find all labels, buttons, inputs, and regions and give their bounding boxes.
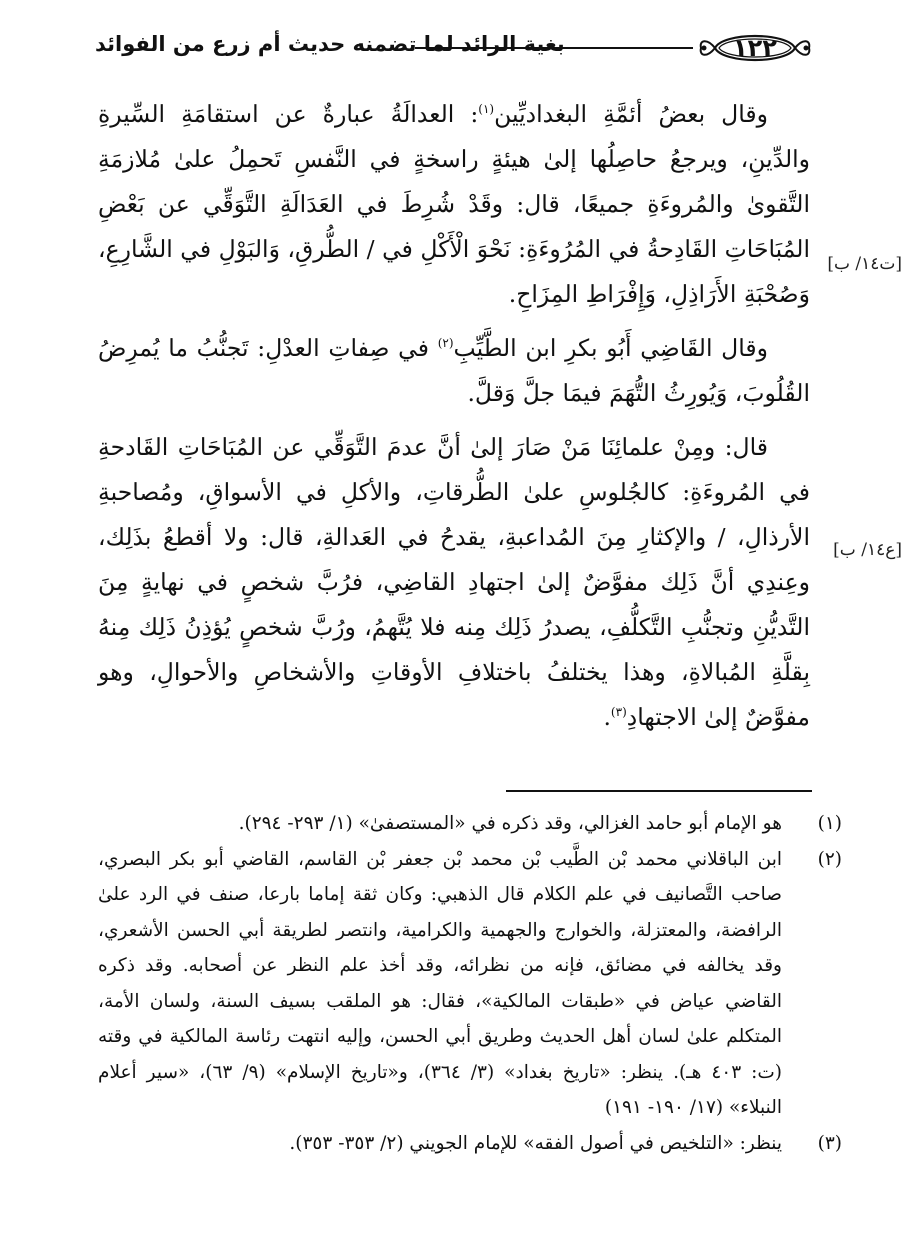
paragraph: [98, 92, 810, 317]
marginal-note: [ت١٤/ ب]: [827, 254, 902, 274]
footnote: [98, 806, 842, 842]
footnote-ref[interactable]: (٢): [437, 336, 454, 351]
paragraph-text: وقال القَاضِي أَبُو بكرِ ابن الطَّيِّبِ: [453, 334, 768, 362]
footnote: [98, 842, 842, 1126]
footnote: [98, 1126, 842, 1162]
paragraph-text: في صِفاتِ العدْلِ: تَجنُّبُ ما يُمرِضُ القُلُوبَ، وَيُورِثُ التُّهَمَ فيمَا جلَّ وَقلَّ.: [98, 334, 810, 407]
main-text: [98, 92, 810, 749]
footnote-number: (٢): [817, 848, 842, 870]
footnotes: [98, 806, 842, 1161]
page-header: [95, 26, 815, 70]
paragraph-text: : العدالَةُ عبارةٌ عن استقامَةِ السِّيرةِ والدِّينِ، ويرجعُ حاصِلُها إلىٰ هيئةٍ راسخةٍ في النَّفسِ تَحمِلُ علىٰ مُلازمَةِ التَّقوىٰ والمُروءَةِ جميعًا، قال: وقَدْ شُرِطَ في العَدَالَةِ التَّوَقِّي عن بَعْضِ المُبَاحَاتِ القَادِحةُ في المُرُوءَةِ: نَحْوَ الْأَكْلِ في / الطُّرقِ، وَالبَوْلِ في الشَّارِعِ، وَصُحْبَةِ الأَرَاذِلِ، وَإِفْرَاطِ المِزَاحِ.: [98, 100, 810, 308]
footnote-number: (١): [817, 813, 842, 834]
footnote-text: ابن الباقلاني محمد بْن الطَّيب بْن محمد بْن جعفر بْن القاسم، القاضي أبو بكر البصري، صاحب التَّصانيف في علم الكلام قال الذهبي: وكان ثقة إماما بارعا، صنف في الرد علىٰ الرافضة، والمعتزلة، والخوارج والجهمية والكرامية، وانتصر لطريقة أبي الحسن الأشعري، وقد يخالفه في مضائق، فإنه من نظرائه، وقد أخذ علم النظر عن أصحابه. وقد ذكره القاضي عياض في «طبقات المالكية»، فقال: هو الملقب بسيف السنة، ولسان الأمة، المتكلم علىٰ لسان أهل الحديث وطريق أبي الحسن، وإليه انتهت رئاسة المالكية في وقته (ت: ٤٠٣ هـ). ينظر: «تاريخ بغداد» (٣/ ٣٦٤)، و«تاريخ الإسلام» (٩/ ٦٣)، «سير أعلام النبلاء» (١٧/ ١٩٠- ١٩١): [98, 848, 783, 1118]
paragraph: [98, 326, 810, 416]
page-number: ١٢٢: [733, 34, 777, 62]
page-number-ornament: [695, 26, 815, 70]
paragraph-text: .: [603, 703, 611, 731]
footnote-text: ينظر: «التلخيص في أصول الفقه» للإمام الجويني (٢/ ٣٥٣- ٣٥٣).: [289, 1132, 782, 1154]
marginal-note: [ع١٤/ ب]: [833, 540, 902, 560]
running-title: بغية الرائد لما تضمنه حديث أم زرع من الفوائد: [95, 32, 565, 56]
footnote-number: (٣): [817, 1132, 842, 1154]
footnote-separator: [506, 790, 812, 792]
footnote-text: هو الإمام أبو حامد الغزالي، وقد ذكره في «المستصفىٰ» (١/ ٢٩٣- ٢٩٤).: [238, 813, 782, 834]
footnote-ref[interactable]: (٣): [610, 705, 627, 720]
paragraph-text: قال: ومِنْ علمائِنَا مَنْ صَارَ إلىٰ أنَّ عدمَ التَّوَقِّي عن المُبَاحَاتِ القَادحةِ في المُروءَةِ: كالجُلوسِ علىٰ الطُّرقاتِ، والأكلِ في الأسواقِ، ومُصاحبةِ الأرذالِ، / والإكثارِ مِنَ المُداعبةِ، يقدحُ في العَدالةِ، قال: ولا أقطعُ بذَلِك، وعِندِي أنَّ ذَلِك مفوَّضٌ إلىٰ اجتهادِ القاضِي، فرُبَّ شخصٍ في نهايةٍ مِنَ التَّديُّنِ وتجنُّبِ التَّكلُّفِ، يصدرُ ذَلِك مِنه فلا يُتَّهمُ، ورُبَّ شخصٍ يُؤذِنُ ذَلِك مِنهُ بِقلَّةِ المُبالاةِ، وهذا يختلفُ باختلافِ الأوقاتِ والأشخاصِ والأحوالِ، وهو مفوَّضٌ إلىٰ الاجتهادِ: [98, 433, 810, 731]
paragraph-text: وقال بعضُ أئمَّةِ البغداديِّين: [494, 100, 768, 128]
paragraph: [98, 425, 810, 740]
footnote-ref[interactable]: (١): [478, 102, 495, 117]
